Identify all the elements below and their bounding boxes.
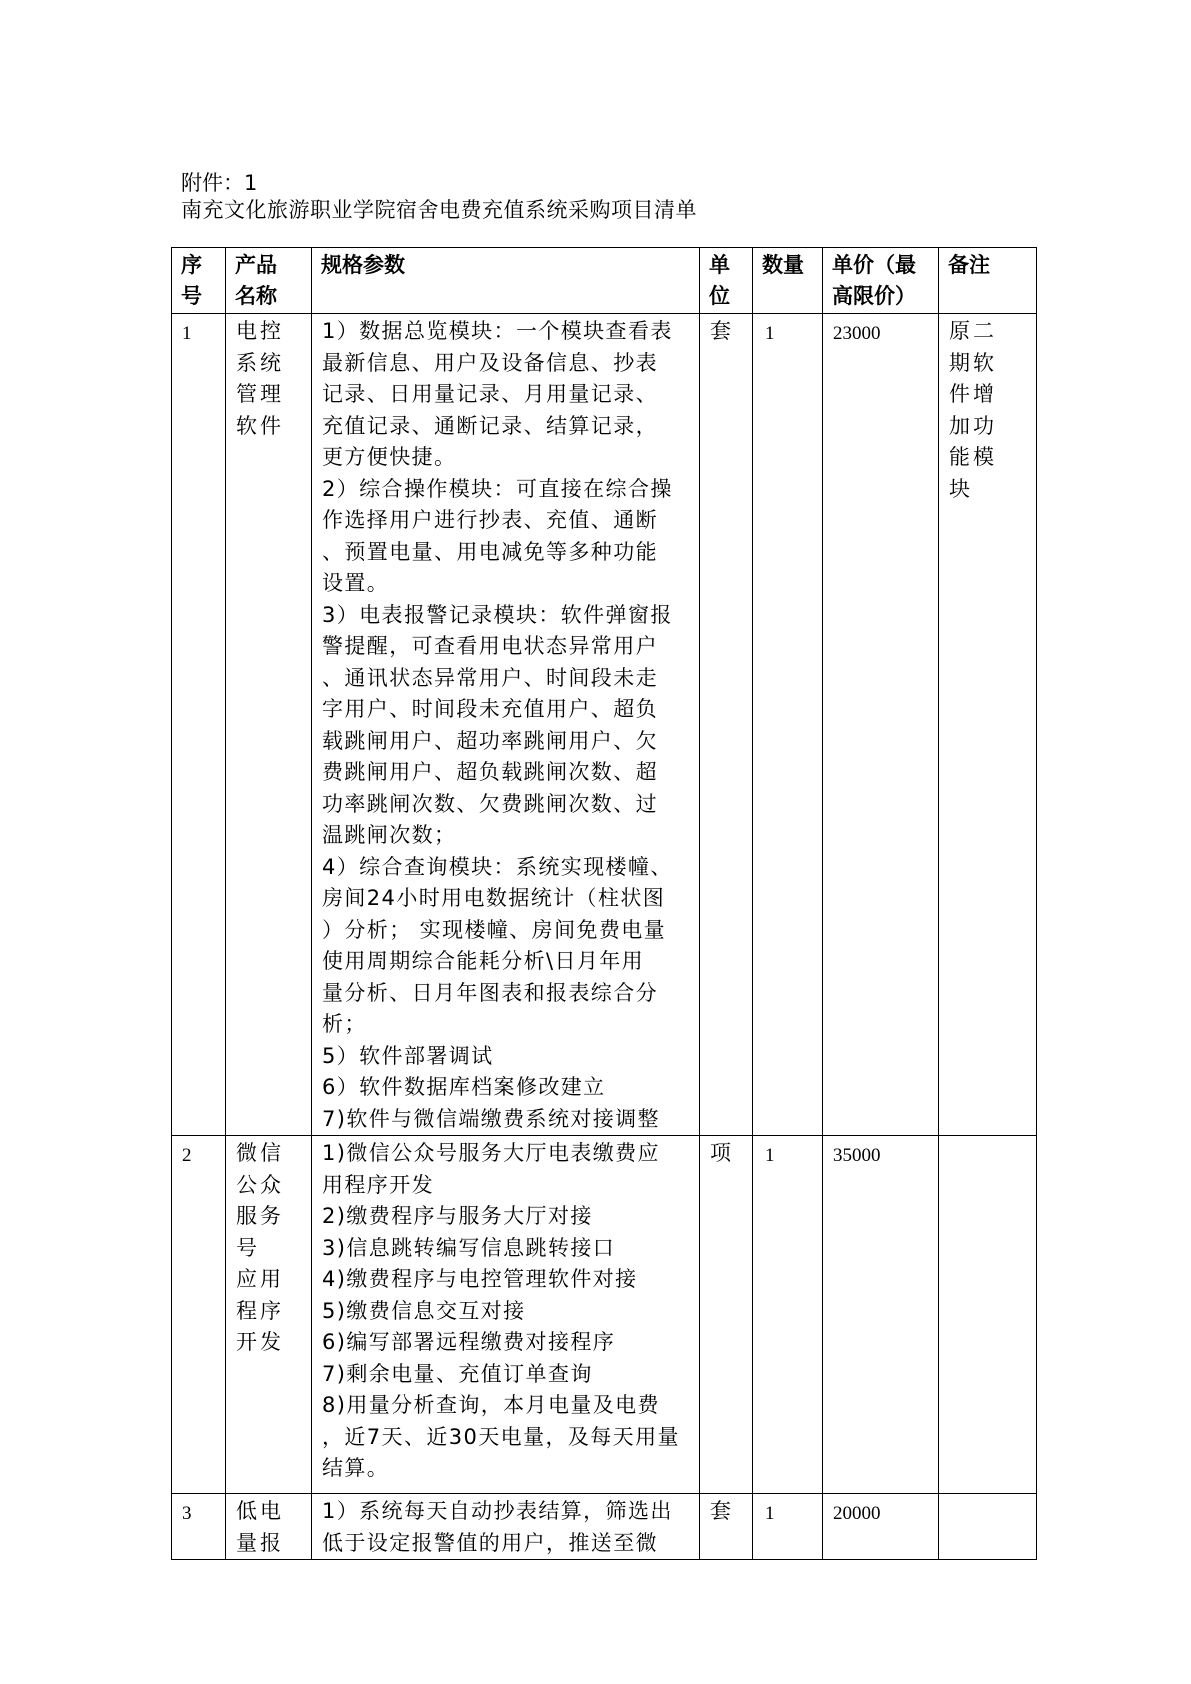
table-row bbox=[172, 314, 1037, 1136]
attachment-label: 附件：1 bbox=[181, 171, 258, 195]
cell-line: 2）综合操作模块：可直接在综合操 bbox=[322, 476, 673, 501]
cell-line: 4）综合查询模块：系统实现楼幢、 bbox=[322, 854, 673, 879]
col-header-no: 序 号 bbox=[172, 248, 226, 314]
cell-price: 35000 bbox=[823, 1136, 939, 1494]
cell-line: 结算。 bbox=[322, 1456, 390, 1480]
cell-line: 微信 bbox=[236, 1141, 284, 1165]
cell-line: 低电 bbox=[236, 1499, 284, 1523]
cell-line: 温跳闸次数； bbox=[322, 823, 457, 847]
cell-line: 房间24小时用电数据统计（柱状图 bbox=[322, 886, 666, 910]
cell-no: 2 bbox=[172, 1136, 226, 1494]
cell-unit: 项 bbox=[700, 1136, 753, 1494]
cell-line: 3)信息跳转编写信息跳转接口 bbox=[322, 1235, 616, 1260]
col-header-unit: 单 位 bbox=[700, 248, 753, 314]
cell-line: 载跳闸用户、超功率跳闸用户、欠 bbox=[322, 728, 658, 753]
cell-line: 7)剩余电量、充值订单查询 bbox=[322, 1361, 593, 1386]
cell-line: 3）电表报警记录模块：软件弹窗报 bbox=[322, 602, 673, 627]
cell-line: 1)微信公众号服务大厅电表缴费应 bbox=[322, 1141, 660, 1165]
cell-line: 块 bbox=[949, 476, 973, 501]
cell-line: 件增 bbox=[949, 382, 997, 406]
cell-line: 量分析、日月年图表和报表综合分 bbox=[322, 980, 658, 1005]
cell-line: 期软 bbox=[949, 350, 997, 375]
cell-note bbox=[939, 1494, 1037, 1560]
procurement-table bbox=[171, 247, 1037, 1560]
cell-line: 作选择用户进行抄表、充值、通断 bbox=[322, 508, 658, 532]
cell-price: 23000 bbox=[823, 314, 939, 1136]
cell-line: 软件 bbox=[236, 413, 284, 438]
cell-note bbox=[939, 314, 1037, 1136]
cell-line: 更方便快捷。 bbox=[322, 445, 457, 469]
cell-spec bbox=[312, 314, 700, 1136]
col-header-qty: 数量 bbox=[753, 248, 823, 314]
cell-note bbox=[939, 1136, 1037, 1494]
cell-line: 用程序开发 bbox=[322, 1172, 434, 1197]
cell-line: 4)缴费程序与电控管理软件对接 bbox=[322, 1267, 638, 1291]
cell-line: 功率跳闸次数、欠费跳闸次数、过 bbox=[322, 791, 658, 816]
col-header-name: 产品 名称 bbox=[226, 248, 312, 314]
document-title: 南充文化旅游职业学院宿舍电费充值系统采购项目清单 bbox=[181, 198, 697, 222]
cell-spec bbox=[312, 1136, 700, 1494]
cell-unit: 套 bbox=[700, 1494, 753, 1560]
table-row bbox=[172, 1494, 1037, 1560]
table-header-row bbox=[172, 248, 1037, 314]
cell-spec bbox=[312, 1494, 700, 1560]
cell-line: 开发 bbox=[236, 1330, 284, 1354]
cell-line: 原二 bbox=[949, 319, 997, 343]
cell-line: 8)用量分析查询，本月电量及电费 bbox=[322, 1393, 660, 1417]
cell-name bbox=[226, 1494, 312, 1560]
cell-line: 公众 bbox=[236, 1172, 284, 1197]
cell-line: 、预置电量、用电减免等多种功能 bbox=[322, 539, 658, 564]
cell-line: 量报 bbox=[236, 1530, 284, 1555]
cell-qty: 1 bbox=[753, 314, 823, 1136]
col-header-spec: 规格参数 bbox=[312, 248, 700, 314]
cell-line: 能模 bbox=[949, 445, 997, 469]
cell-line: 5)缴费信息交互对接 bbox=[322, 1298, 526, 1323]
cell-line: 应用 bbox=[236, 1267, 284, 1291]
cell-line: 警提醒，可查看用电状态异常用户 bbox=[322, 634, 658, 658]
cell-line: 电控 bbox=[236, 319, 284, 343]
cell-name bbox=[226, 1136, 312, 1494]
cell-line: 最新信息、用户及设备信息、抄表 bbox=[322, 350, 658, 375]
cell-line: 析； bbox=[322, 1012, 367, 1036]
cell-line: 使用周期综合能耗分析\日月年用 bbox=[322, 949, 645, 973]
cell-no: 3 bbox=[172, 1494, 226, 1560]
cell-line: 5）软件部署调试 bbox=[322, 1043, 494, 1068]
cell-no: 1 bbox=[172, 314, 226, 1136]
cell-line: 1）数据总览模块：一个模块查看表 bbox=[322, 319, 673, 343]
col-header-price: 单价（最 高限价） bbox=[823, 248, 939, 314]
cell-line: 系统 bbox=[236, 350, 284, 375]
cell-unit: 套 bbox=[700, 314, 753, 1136]
cell-line: ）分析； 实现楼幢、房间免费电量 bbox=[322, 917, 667, 942]
cell-line: 记录、日用量记录、月用量记录、 bbox=[322, 382, 658, 406]
cell-line: 费跳闸用户、超负载跳闸次数、超 bbox=[322, 760, 658, 784]
cell-line: 字用户、时间段未充值用户、超负 bbox=[322, 697, 658, 721]
cell-line: 服务 bbox=[236, 1204, 284, 1228]
cell-line: 管理 bbox=[236, 382, 284, 406]
cell-qty: 1 bbox=[753, 1494, 823, 1560]
cell-line: 设置。 bbox=[322, 571, 390, 595]
cell-qty: 1 bbox=[753, 1136, 823, 1494]
cell-line: 低于设定报警值的用户，推送至微 bbox=[322, 1530, 658, 1555]
table-row bbox=[172, 1136, 1037, 1494]
cell-line: ，近7天、近30天电量，及每天用量 bbox=[322, 1424, 680, 1449]
cell-line: 、通讯状态异常用户、时间段未走 bbox=[322, 665, 658, 690]
cell-line: 程序 bbox=[236, 1298, 284, 1323]
col-header-note: 备注 bbox=[939, 248, 1037, 314]
cell-price: 20000 bbox=[823, 1494, 939, 1560]
cell-line: 6)编写部署远程缴费对接程序 bbox=[322, 1330, 616, 1354]
cell-line: 加功 bbox=[949, 413, 997, 438]
cell-line: 2)缴费程序与服务大厅对接 bbox=[322, 1204, 593, 1228]
cell-line: 1）系统每天自动抄表结算，筛选出 bbox=[322, 1499, 673, 1523]
cell-name bbox=[226, 314, 312, 1136]
cell-line: 充值记录、通断记录、结算记录， bbox=[322, 413, 658, 438]
cell-line: 7)软件与微信端缴费系统对接调整 bbox=[322, 1106, 660, 1131]
cell-line: 6）软件数据库档案修改建立 bbox=[322, 1075, 606, 1099]
cell-line: 号 bbox=[236, 1235, 260, 1260]
